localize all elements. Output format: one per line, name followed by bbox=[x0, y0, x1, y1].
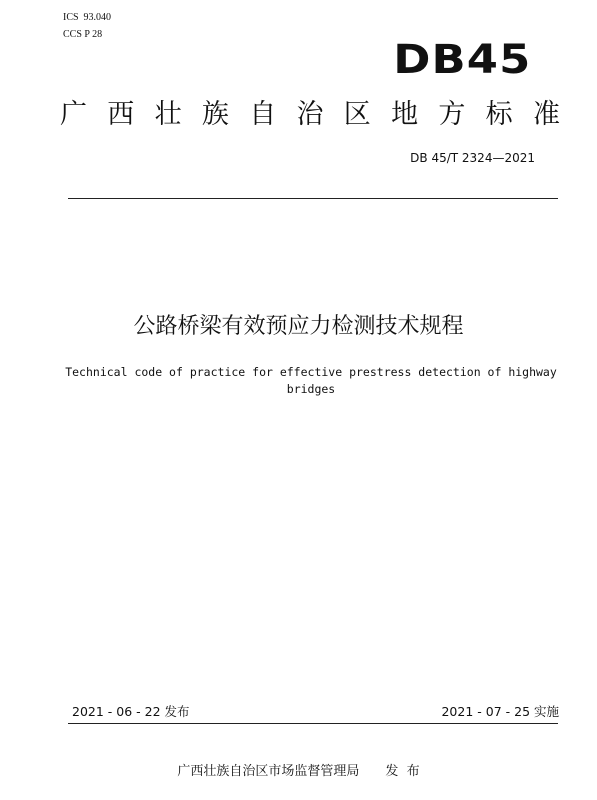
publisher-line bbox=[0, 763, 597, 781]
heading-char: 方 bbox=[438, 99, 466, 130]
heading-char: 广 bbox=[60, 99, 87, 130]
heading-char: 地 bbox=[391, 99, 419, 130]
heading-char: 族 bbox=[201, 99, 229, 130]
top-divider bbox=[68, 198, 558, 199]
implementation-date: 2021 - 07 - 25 实施 bbox=[441, 704, 559, 719]
document-english-title: Technical code of practice for effective prestress detection of highway bridges bbox=[65, 365, 557, 396]
issue-date: 2021 - 06 - 22 发布 bbox=[72, 704, 190, 719]
publisher-name: 广西壮族自治区市场监督管理局 bbox=[177, 764, 360, 779]
heading-char: 自 bbox=[249, 99, 277, 130]
heading-char: 壮 bbox=[154, 99, 182, 130]
heading-char: 治 bbox=[296, 99, 324, 130]
heading-char: 标 bbox=[485, 99, 513, 130]
heading-char: 西 bbox=[107, 99, 135, 130]
publisher-action: 发 布 bbox=[385, 764, 420, 779]
heading-char: 准 bbox=[532, 99, 560, 130]
standard-category-heading bbox=[60, 98, 560, 132]
ccs-code: CCS P 28 bbox=[63, 29, 103, 40]
db45-logo: DB45 bbox=[392, 37, 531, 83]
bottom-divider bbox=[68, 723, 558, 724]
standard-number: DB 45/T 2324—2021 bbox=[410, 151, 535, 165]
document-title: 公路桥梁有效预应力检测技术规程 bbox=[133, 314, 464, 339]
ics-code: ICS 93.040 bbox=[63, 12, 112, 23]
heading-char: 区 bbox=[343, 99, 371, 130]
